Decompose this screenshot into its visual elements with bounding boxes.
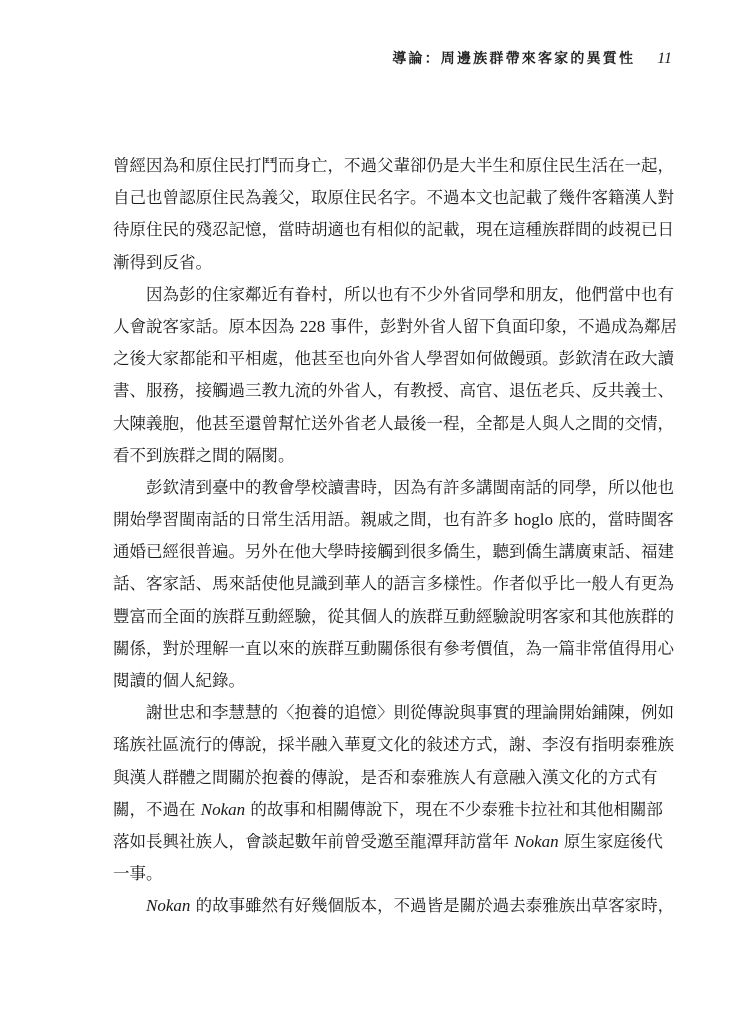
page-number: 11 xyxy=(657,50,672,67)
text-line: 豐富而全面的族群互動經驗，從其個人的族群互動經驗說明客家和其他族群的 xyxy=(113,606,674,626)
text-line: 自己也曾認原住民為義父，取原住民名字。不過本文也記載了幾件客籍漢人對 xyxy=(113,188,674,208)
text-run: 228 xyxy=(299,316,326,336)
text-line: 謝世忠和李慧慧的〈抱養的追憶〉則從傳說與事實的理論開始鋪陳，例如 xyxy=(146,703,674,723)
text-run: hoglo xyxy=(514,510,553,530)
text-run: 事件，彭對外省人留下負面印象，不過成為鄰居 xyxy=(330,316,677,336)
text-line: 看不到族群之間的隔閡。 xyxy=(113,445,295,465)
text-line: 話、客家話、馬來話使他見識到華人的語言多樣性。作者似乎比一般人有更為 xyxy=(113,574,674,594)
text-line: 一事。 xyxy=(113,864,163,884)
text-run: 的故事雖然有好幾個版本，不過皆是關於過去泰雅族出草客家時， xyxy=(195,896,675,916)
text-line xyxy=(113,794,663,826)
text-line: 通婚已經很普遍。另外在他大學時接觸到很多僑生，聽到僑生講廣東話、福建 xyxy=(113,542,674,562)
text-line xyxy=(113,826,663,858)
text-line: 大陳義胞，他甚至還曾幫忙送外省老人最後一程，全都是人與人之間的交情， xyxy=(113,413,674,433)
text-line xyxy=(113,504,674,536)
text-line: 彭欽清到臺中的教會學校讀書時，因為有許多講閩南話的同學，所以他也 xyxy=(146,477,674,497)
body-text xyxy=(113,150,677,923)
text-run: 開始學習閩南話的日常生活用語。親戚之間，也有許多 xyxy=(113,510,509,530)
text-line: 待原住民的殘忍記憶，當時胡適也有相似的記載，現在這種族群間的歧視已日 xyxy=(113,220,674,240)
text-run: 關，不過在 xyxy=(113,799,196,819)
text-line: 因為彭的住家鄰近有眷村，所以也有不少外省同學和朋友，他們當中也有 xyxy=(146,284,674,304)
text-line: 曾經因為和原住民打鬥而身亡，不過父輩卻仍是大半生和原住民生活在一起， xyxy=(113,156,674,175)
text-run: Nokan xyxy=(200,799,246,819)
text-line: 瑤族社區流行的傳說，採半融入華夏文化的敍述方式，謝、李沒有指明泰雅族 xyxy=(113,735,674,755)
text-line: 與漢人群體之間關於抱養的傳說，是否和泰雅族人有意融入漢文化的方式有 xyxy=(113,767,658,787)
text-run: 的故事和相關傳說下，現在不少泰雅卡拉社和其他相關部 xyxy=(250,799,663,819)
text-run: Nokan xyxy=(146,896,191,916)
text-line xyxy=(113,311,677,343)
text-line: 之後大家都能和平相處，他甚至也向外省人學習如何做饅頭。彭欽清在政大讀 xyxy=(113,349,674,369)
text-line: 書、服務，接觸過三教九流的外省人，有教授、高官、退伍老兵、反共義士、 xyxy=(113,381,674,401)
text-run: 底的，當時閩客 xyxy=(558,510,674,530)
text-run: 落如長興社族人，會談起數年前曾受邀至龍潭拜訪當年 xyxy=(113,831,509,851)
text-run: 原生家庭後代 xyxy=(563,831,663,851)
running-header xyxy=(392,48,672,68)
text-line: 漸得到反省。 xyxy=(113,252,212,272)
text-line: 閱讀的個人紀錄。 xyxy=(113,671,245,690)
text-line: 關係，對於理解一直以來的族群互動關係很有參考價值，為一篇非常值得用心 xyxy=(113,638,674,658)
running-title: 導論：周邊族群帶來客家的異質性 xyxy=(392,51,636,67)
text-line xyxy=(113,890,675,922)
text-run: 人會說客家話。原本因為 xyxy=(113,316,295,336)
text-run: Nokan xyxy=(514,831,559,851)
